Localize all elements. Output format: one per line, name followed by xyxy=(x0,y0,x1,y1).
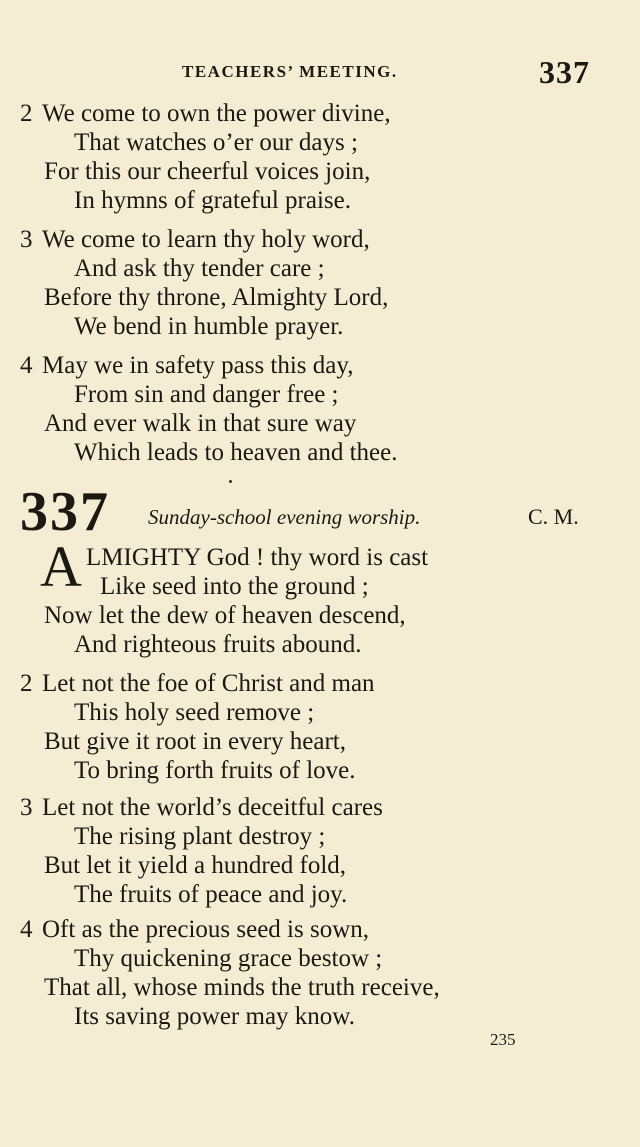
page-hymn-number: 337 xyxy=(539,54,590,90)
verse-line: From sin and danger free ; xyxy=(74,381,339,408)
verse-line: But let it yield a hundred fold, xyxy=(44,852,347,879)
page-number: 235 xyxy=(490,1030,516,1049)
page-header xyxy=(0,54,640,90)
stanza-number: 4 xyxy=(20,352,33,379)
verse-line: Its saving power may know. xyxy=(74,1003,355,1030)
verse-line: Before thy throne, Almighty Lord, xyxy=(44,284,389,311)
hymn-337-heading xyxy=(20,480,600,543)
verse-line: LMIGHTY God ! thy word is cast xyxy=(86,544,429,571)
hymn-title: Sunday-school evening worship. xyxy=(148,505,421,529)
stanza-number: 2 xyxy=(20,670,33,697)
verse-line xyxy=(20,795,383,820)
stanza-number: 3 xyxy=(20,226,33,253)
running-head: TEACHERS’ MEETING. xyxy=(182,62,398,81)
verse-line: Which leads to heaven and thee. xyxy=(74,439,398,466)
verse-line: Now let the dew of heaven descend, xyxy=(44,602,406,629)
verse-line xyxy=(20,917,369,942)
verse-text: Let not the world’s deceitful cares xyxy=(42,794,383,821)
verse-line xyxy=(20,227,370,252)
verse-line: And righteous fruits abound. xyxy=(74,631,362,658)
stanza-number: 3 xyxy=(20,794,33,821)
verse-text: We come to learn thy holy word, xyxy=(42,226,370,253)
verse-line: This holy seed remove ; xyxy=(74,699,315,726)
verse-line: But give it root in every heart, xyxy=(44,728,347,755)
verse-line: That watches o’er our days ; xyxy=(74,129,358,156)
verse-text: Oft as the precious seed is sown, xyxy=(42,916,370,943)
verse-line xyxy=(20,353,354,378)
drop-cap: A xyxy=(40,534,82,599)
verse-line: In hymns of grateful praise. xyxy=(74,187,352,214)
verse-line: That all, whose minds the truth receive, xyxy=(44,974,440,1001)
verse-line: The rising plant destroy ; xyxy=(74,823,326,850)
verse-line: To bring forth fruits of love. xyxy=(74,757,356,784)
verse-line: We bend in humble prayer. xyxy=(74,313,344,340)
verse-line: Thy quickening grace bestow ; xyxy=(74,945,383,972)
verse-line xyxy=(20,671,375,696)
verse-text: We come to own the power divine, xyxy=(42,100,391,127)
verse-text: Let not the foe of Christ and man xyxy=(42,670,375,697)
verse-line: The fruits of peace and joy. xyxy=(74,881,348,908)
hymn-number: 337 xyxy=(20,481,110,543)
verse-line: For this our cheerful voices join, xyxy=(44,158,371,185)
verse-line: And ask thy tender care ; xyxy=(74,255,325,282)
verse-line: And ever walk in that sure way xyxy=(44,410,357,437)
verse-line xyxy=(20,101,391,126)
verse-text: May we in safety pass this day, xyxy=(42,352,354,379)
stanza-number: 4 xyxy=(20,916,33,943)
stanza-number: 2 xyxy=(20,100,33,127)
verse-line: Like seed into the ground ; xyxy=(100,573,369,600)
hymn-meter: C. M. xyxy=(528,504,579,529)
